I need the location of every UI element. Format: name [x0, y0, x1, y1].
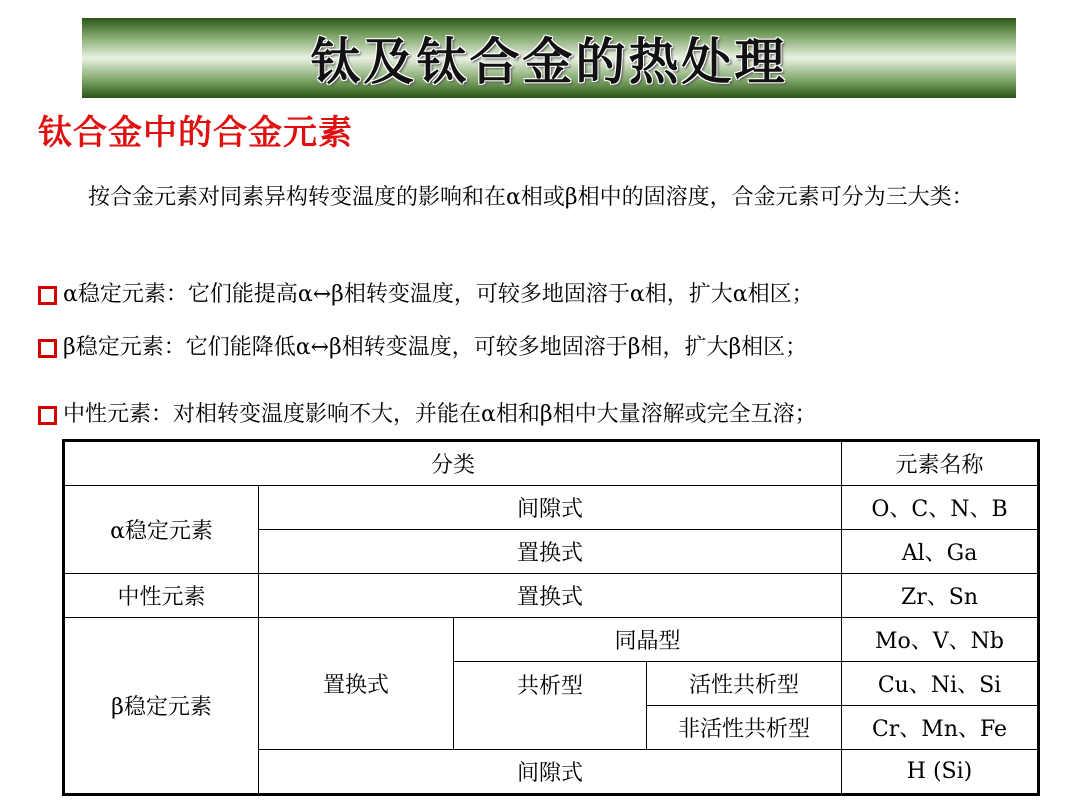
alpha-substitutional: 置换式 [259, 530, 842, 574]
table-row [64, 618, 1039, 662]
section-title: 钛合金中的合金元素 [38, 113, 353, 153]
alpha-interstitial: 间隙式 [259, 486, 842, 530]
square-bullet-icon [38, 286, 57, 305]
bullet-neutral-element [38, 400, 817, 430]
title-banner [82, 18, 1016, 98]
slide-title: 钛及钛合金的热处理 [310, 33, 788, 91]
beta-inactive-elements: Cr、Mn、Fe [842, 706, 1039, 750]
table-row [64, 574, 1039, 618]
bullet-beta-stabilizer [38, 333, 807, 363]
bullet-alpha-stabilizer [38, 280, 814, 310]
table-header-row [64, 441, 1039, 486]
alpha-interstitial-elements: O、C、N、B [842, 486, 1039, 530]
square-bullet-icon [38, 339, 57, 358]
beta-isomorphous: 同晶型 [454, 618, 842, 662]
beta-interstitial-elements: H (Si) [842, 750, 1039, 795]
beta-substitutional: 置换式 [259, 618, 454, 750]
bullet-text: β稳定元素：它们能降低α↔β相转变温度，可较多地固溶于β相，扩大β相区； [63, 335, 808, 360]
header-elements: 元素名称 [842, 441, 1039, 486]
beta-isomorphous-elements: Mo、V、Nb [842, 618, 1039, 662]
neutral-elements: Zr、Sn [842, 574, 1039, 618]
beta-label: β稳定元素 [64, 618, 259, 795]
alloy-element-table [62, 439, 1040, 796]
intro-paragraph: 按合金元素对同素异构转变温度的影响和在α相或β相中的固溶度，合金元素可分为三大类： [88, 185, 974, 210]
beta-eutectoid: 共析型 [454, 662, 647, 750]
beta-active-elements: Cu、Ni、Si [842, 662, 1039, 706]
alpha-substitutional-elements: Al、Ga [842, 530, 1039, 574]
bullet-text: α稳定元素：它们能提高α↔β相转变温度，可较多地固溶于α相，扩大α相区； [63, 282, 814, 307]
beta-interstitial: 间隙式 [259, 750, 842, 795]
neutral-label: 中性元素 [64, 574, 259, 618]
alpha-label: α稳定元素 [64, 486, 259, 574]
neutral-type: 置换式 [259, 574, 842, 618]
header-category: 分类 [64, 441, 842, 486]
bullet-text: 中性元素：对相转变温度影响不大，并能在α相和β相中大量溶解或完全互溶； [63, 402, 817, 427]
beta-active-eutectoid: 活性共析型 [647, 662, 842, 706]
square-bullet-icon [38, 406, 57, 425]
table-row [64, 486, 1039, 530]
beta-inactive-eutectoid: 非活性共析型 [647, 706, 842, 750]
